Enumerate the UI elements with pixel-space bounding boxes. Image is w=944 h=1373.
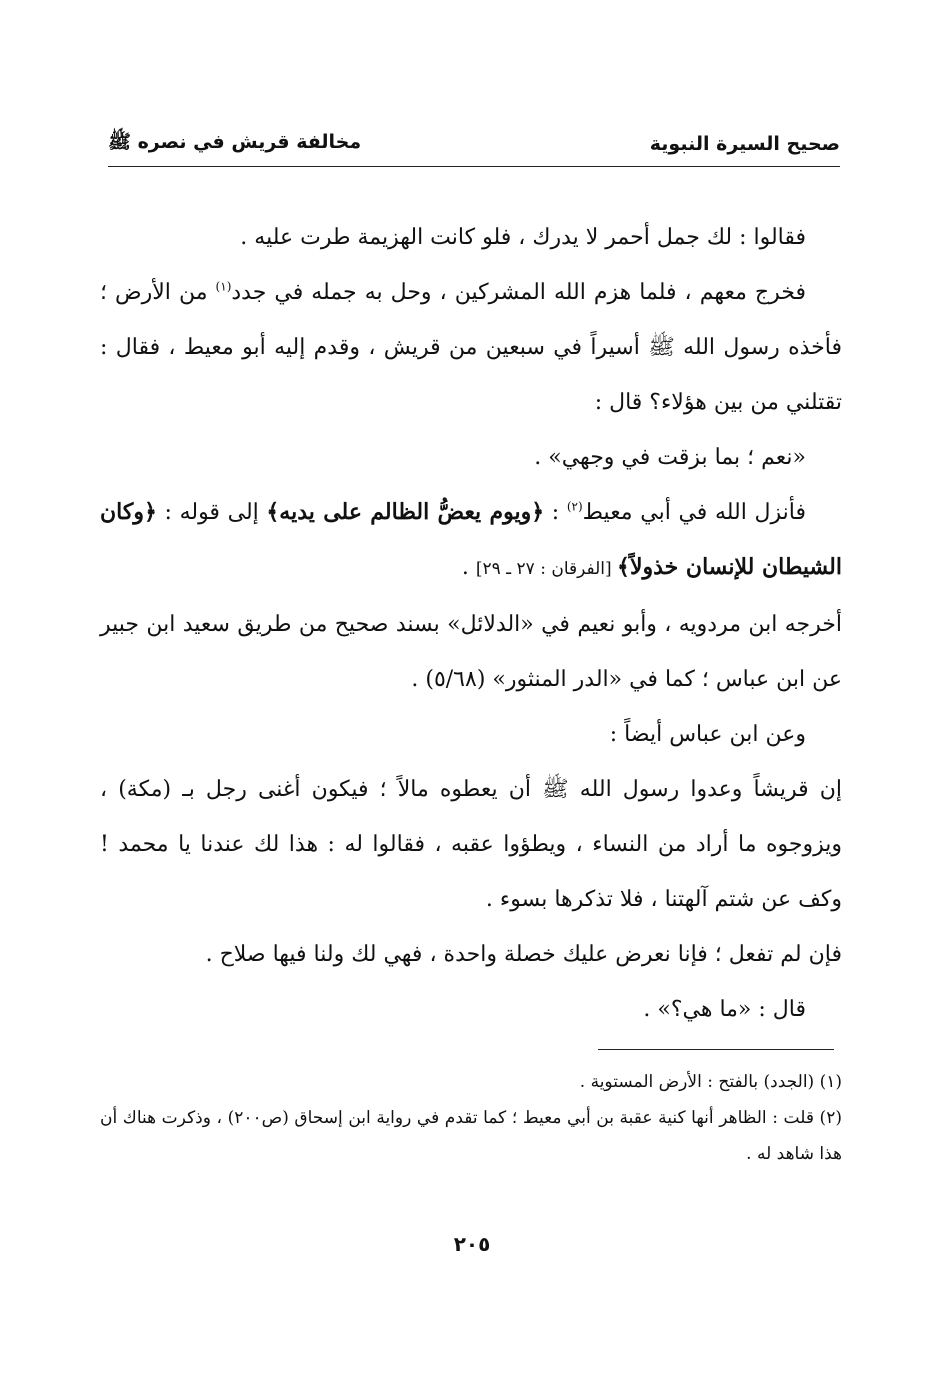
- paragraph-4-part-c: إلى قوله :: [156, 500, 267, 525]
- page-number: ٢٠٥: [453, 1232, 491, 1256]
- quran-reference: [الفرقان : ٢٧ ـ ٢٩]: [475, 559, 618, 579]
- paragraph-8: فإن لم تفعل ؛ فإنا نعرض عليك خصلة واحدة ، فهي لك ولنا فيها صلاح .: [205, 942, 842, 967]
- paragraph-4: [100, 485, 842, 597]
- book-title: صحيح السيرة النبوية: [649, 133, 840, 155]
- paragraph-4-end: .: [461, 555, 476, 580]
- footnote-1: (١) (الجدد) بالفتح : الأرض المستوية .: [579, 1072, 842, 1092]
- paragraph-6: وعن ابن عباس أيضاً :: [609, 722, 806, 747]
- footnote-ref-1: (١): [215, 279, 232, 294]
- paragraph-4-part-a: فأنزل الله في أبي معيط: [582, 500, 806, 525]
- main-text: [100, 210, 842, 1037]
- paragraph-4-part-b: :: [544, 500, 567, 525]
- paragraph-3: «نعم ؛ بما بزقت في وجهي» .: [534, 445, 806, 470]
- quran-verse-1: ﴿ويوم يعضُّ الظالم على يديه﴾: [266, 499, 545, 525]
- quran-verse-2: ﴿وكان الشيطان للإنسان خذولاً﴾: [100, 499, 842, 580]
- paragraph-2-part-b: من الأرض ؛ فأخذه رسول الله ﷺ أسيراً في سبعين من قريش ، وقدم إليه أبو معيط ، فقال : تقتلني من بين هؤلاء؟ قال :: [100, 280, 842, 415]
- footnote-2: (٢) قلت : الظاهر أنها كنية عقبة بن أبي معيط ؛ كما تقدم في رواية ابن إسحاق (ص٢٠٠) ، وذكرت هناك أن هذا شاهد له .: [100, 1108, 842, 1164]
- paragraph-9: قال : «ما هي؟» .: [643, 997, 806, 1022]
- footnote-rule: [598, 1049, 834, 1050]
- paragraph-1: فقالوا : لك جمل أحمر لا يدرك ، فلو كانت الهزيمة طرت عليه .: [240, 225, 806, 250]
- paragraph-5: أخرجه ابن مردويه ، وأبو نعيم في «الدلائل» بسند صحيح من طريق سعيد ابن جبير عن ابن عباس ؛ كما في «الدر المنثور» (٥/٦٨) .: [100, 612, 842, 692]
- chapter-title: مخالفة قريش في نصره ﷺ: [108, 131, 362, 153]
- paragraph-2-part-a: فخرج معهم ، فلما هزم الله المشركين ، وحل به جمله في جدد: [231, 280, 806, 305]
- paragraph-7: إن قريشاً وعدوا رسول الله ﷺ أن يعطوه مالاً ؛ فيكون أغنى رجل بـ (مكة) ، ويزوجوه ما أراد من النساء ، ويطؤوا عقبه ، فقالوا له : هذا لك عندنا يا محمد ! وكف عن شتم آلهتنا ، فلا تذكرها بسوء .: [100, 777, 842, 912]
- paragraph-2: [100, 265, 842, 430]
- footnotes: [100, 1064, 842, 1172]
- footnote-ref-2: (٢): [566, 499, 583, 514]
- header-rule: [108, 166, 840, 167]
- running-header: [108, 126, 840, 162]
